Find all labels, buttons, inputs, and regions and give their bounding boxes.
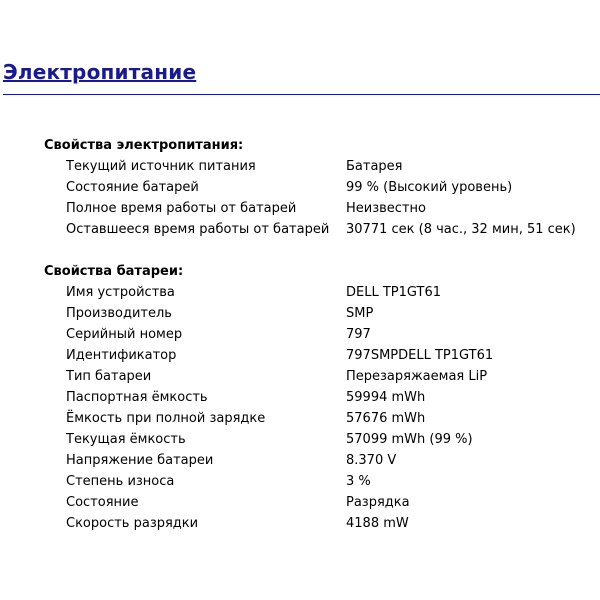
property-label: Напряжение батареи (66, 453, 214, 468)
property-row-full-charge-capacity (44, 408, 600, 429)
battery-properties-heading: Свойства батареи: (44, 264, 184, 279)
property-row-remaining-runtime (44, 219, 600, 240)
property-value: 99 % (Высокий уровень) (346, 180, 513, 195)
property-value: 57099 mWh (99 %) (346, 432, 473, 447)
property-value: DELL TP1GT61 (346, 285, 441, 300)
property-row-identifier (44, 345, 600, 366)
property-label: Текущий источник питания (66, 159, 256, 174)
property-row-battery-status (44, 177, 600, 198)
property-value: Неизвестно (346, 201, 426, 216)
property-label: Оставшееся время работы от батарей (66, 222, 330, 237)
property-label: Степень износа (66, 474, 175, 489)
property-value: 4188 mW (346, 516, 409, 531)
property-label: Полное время работы от батарей (66, 201, 297, 216)
property-value: 8.370 V (346, 453, 397, 468)
property-value: 797SMPDELL TP1GT61 (346, 348, 494, 363)
property-label: Тип батареи (66, 369, 152, 384)
property-row-state (44, 492, 600, 513)
property-value: 59994 mWh (346, 390, 426, 405)
property-value: SMP (346, 306, 374, 321)
power-properties-section (44, 135, 600, 240)
property-row-full-runtime (44, 198, 600, 219)
property-row-current-capacity (44, 429, 600, 450)
property-row-wear-level (44, 471, 600, 492)
property-label: Состояние батарей (66, 180, 199, 195)
property-value: Разрядка (346, 495, 410, 510)
property-row-power-source (44, 156, 600, 177)
property-label: Идентификатор (66, 348, 177, 363)
property-value: Перезаряжаемая LiP (346, 369, 488, 384)
property-row-serial-number (44, 324, 600, 345)
property-row-voltage (44, 450, 600, 471)
property-label: Паспортная ёмкость (66, 390, 208, 405)
page-title: Электропитание (3, 60, 197, 84)
property-label: Производитель (66, 306, 172, 321)
property-value: 797 (346, 327, 371, 342)
property-value: 30771 сек (8 час., 32 мин, 51 сек) (346, 222, 576, 237)
property-label: Состояние (66, 495, 139, 510)
property-value: 57676 mWh (346, 411, 426, 426)
property-label: Текущая ёмкость (66, 432, 186, 447)
property-label: Имя устройства (66, 285, 175, 300)
property-row-discharge-rate (44, 513, 600, 534)
property-row-manufacturer (44, 303, 600, 324)
property-label: Скорость разрядки (66, 516, 199, 531)
title-divider (3, 94, 600, 95)
property-value: 3 % (346, 474, 371, 489)
property-label: Серийный номер (66, 327, 183, 342)
property-label: Ёмкость при полной зарядке (66, 411, 266, 426)
property-row-device-name (44, 282, 600, 303)
battery-properties-section (44, 261, 600, 534)
property-value: Батарея (346, 159, 403, 174)
property-row-battery-type (44, 366, 600, 387)
property-row-designed-capacity (44, 387, 600, 408)
power-properties-heading: Свойства электропитания: (44, 138, 244, 153)
